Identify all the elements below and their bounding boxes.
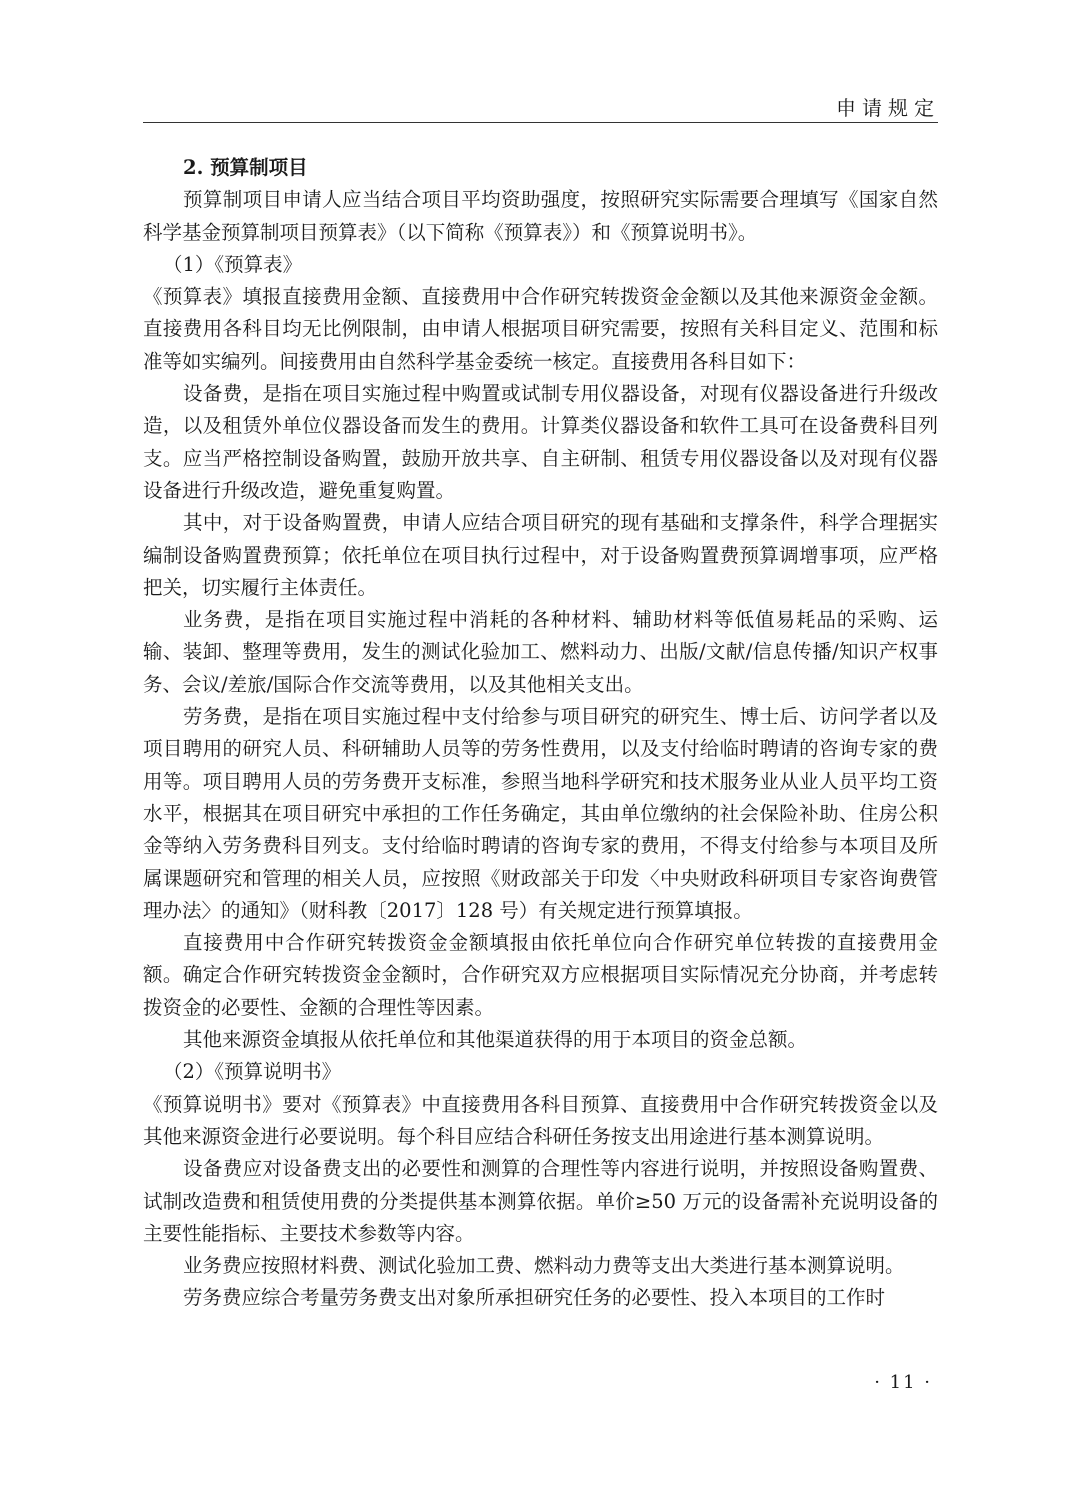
paragraph-budget-statement: 《预算说明书》要对《预算表》中直接费用各科目预算、直接费用中合作研究转拨资金以及其他来源资金进行必要说明。每个科目应结合科研任务按支出用途进行基本测算说明。 bbox=[143, 1092, 938, 1148]
paragraph-business-fee: 业务费，是指在项目实施过程中消耗的各种材料、辅助材料等低值易耗品的采购、运输、装卸、整理等费用，发生的测试化验加工、燃料动力、出版/文献/信息传播/知识产权事务、会议/差旅/国际合作交流等费用，以及其他相关支出。 bbox=[143, 608, 938, 696]
header-divider bbox=[143, 122, 938, 123]
subheading-budget-statement: （2）《预算说明书》 bbox=[163, 1060, 342, 1084]
paragraph-equipment-purchase: 其中，对于设备购置费，申请人应结合项目研究的现有基础和支撑条件，科学合理据实编制设备购置费预算；依托单位在项目执行过程中，对于设备购置费预算调增事项，应严格把关，切实履行主体责任。 bbox=[143, 511, 938, 599]
paragraph-equipment-explanation: 设备费应对设备费支出的必要性和测算的合理性等内容进行说明，并按照设备购置费、试制改造费和租赁使用费的分类提供基本测算依据。单价≥50 万元的设备需补充说明设备的主要性能指标、主要技术参数等内容。 bbox=[143, 1157, 938, 1245]
paragraph-labor-fee: 劳务费，是指在项目实施过程中支付给参与项目研究的研究生、博士后、访问学者以及项目聘用的研究人员、科研辅助人员等的劳务性费用，以及支付给临时聘请的咨询专家的费用等。项目聘用人员的劳务费开支标准，参照当地科学研究和技术服务业从业人员平均工资水平，根据其在项目研究中承担的工作任务确定，其由单位缴纳的社会保险补助、住房公积金等纳入劳务费科目列支。支付给临时聘请的咨询专家的费用，不得支付给参与本项目及所属课题研究和管理的相关人员，应按照《财政部关于印发〈中央财政科研项目专家咨询费管理办法〉的通知》（财科教〔2017〕128 号）有关规定进行预算填报。 bbox=[143, 705, 938, 922]
page-number: · 11 · bbox=[874, 1372, 932, 1393]
section-heading: 2. 预算制项目 bbox=[183, 156, 308, 179]
page-body bbox=[143, 152, 938, 1315]
paragraph-labor-explanation: 劳务费应综合考量劳务费支出对象所承担研究任务的必要性、投入本项目的工作时 bbox=[183, 1286, 886, 1310]
running-header: 申请规定 bbox=[836, 96, 940, 120]
paragraph-other-funds: 其他来源资金填报从依托单位和其他渠道获得的用于本项目的资金总额。 bbox=[183, 1028, 808, 1052]
paragraph-business-explanation: 业务费应按照材料费、测试化验加工费、燃料动力费等支出大类进行基本测算说明。 bbox=[183, 1254, 905, 1278]
subheading-budget-table: （1）《预算表》 bbox=[163, 252, 303, 276]
paragraph-intro: 预算制项目申请人应当结合项目平均资助强度，按照研究实际需要合理填写《国家自然科学基金预算制项目预算表》（以下简称《预算表》）和《预算说明书》。 bbox=[143, 188, 938, 244]
paragraph-equipment-fee: 设备费，是指在项目实施过程中购置或试制专用仪器设备，对现有仪器设备进行升级改造，以及租赁外单位仪器设备而发生的费用。计算类仪器设备和软件工具可在设备费科目列支。应当严格控制设备购置，鼓励开放共享、自主研制、租赁专用仪器设备以及对现有仪器设备进行升级改造，避免重复购置。 bbox=[143, 382, 938, 502]
paragraph-transfer-funds: 直接费用中合作研究转拨资金金额填报由依托单位向合作研究单位转拨的直接费用金额。确定合作研究转拨资金金额时，合作研究双方应根据项目实际情况充分协商，并考虑转拨资金的必要性、金额的合理性等因素。 bbox=[143, 931, 938, 1019]
paragraph-budget-table: 《预算表》填报直接费用金额、直接费用中合作研究转拨资金金额以及其他来源资金金额。直接费用各科目均无比例限制，由申请人根据项目研究需要，按照有关科目定义、范围和标准等如实编列。间接费用由自然科学基金委统一核定。直接费用各科目如下： bbox=[143, 285, 938, 373]
